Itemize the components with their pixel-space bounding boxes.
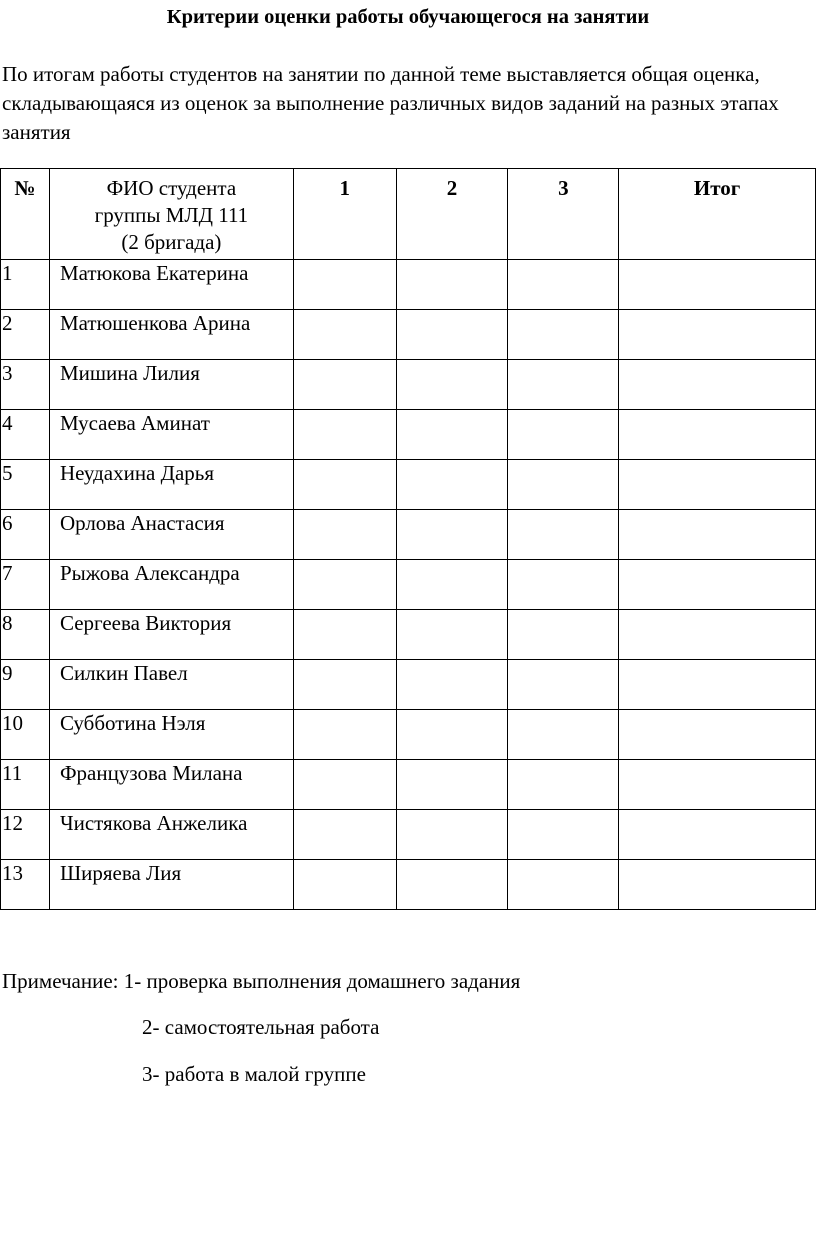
- grade-cell-2: [396, 410, 508, 460]
- grade-cell-1: [293, 460, 396, 510]
- grade-cell-3: [508, 460, 619, 510]
- grade-cell-1: [293, 360, 396, 410]
- grade-cell-1: [293, 760, 396, 810]
- total-cell: [619, 610, 816, 660]
- table-row: [1, 260, 816, 310]
- note-line-2: 2- самостоятельная работа: [142, 1015, 380, 1039]
- header-task-2: 2: [396, 169, 508, 260]
- grade-cell-1: [293, 310, 396, 360]
- table-row: [1, 460, 816, 510]
- grade-cell-3: [508, 860, 619, 910]
- total-cell: [619, 360, 816, 410]
- student-name: Неудахина Дарья: [49, 460, 293, 510]
- student-name: Мишина Лилия: [49, 360, 293, 410]
- grade-cell-1: [293, 560, 396, 610]
- header-name-line-2: группы МЛД 111: [94, 203, 249, 227]
- intro-paragraph: По итогам работы студентов на занятии по данной теме выставляется общая оценка, складывающаяся из оценок за выполнение различных видов заданий на разных этапах занятия: [2, 62, 779, 144]
- student-name: Сергеева Виктория: [49, 610, 293, 660]
- row-number: 8: [1, 610, 50, 660]
- note-line-1: Примечание: 1- проверка выполнения домашнего задания: [2, 969, 521, 993]
- header-number: №: [1, 169, 50, 260]
- student-name: Субботина Нэля: [49, 710, 293, 760]
- grade-cell-3: [508, 510, 619, 560]
- grade-cell-2: [396, 860, 508, 910]
- grade-cell-3: [508, 760, 619, 810]
- row-number: 9: [1, 660, 50, 710]
- grade-cell-2: [396, 610, 508, 660]
- grade-cell-2: [396, 560, 508, 610]
- table-row: [1, 410, 816, 460]
- grade-cell-3: [508, 810, 619, 860]
- total-cell: [619, 810, 816, 860]
- row-number: 5: [1, 460, 50, 510]
- header-student-name: [49, 169, 293, 260]
- total-cell: [619, 260, 816, 310]
- grade-cell-1: [293, 610, 396, 660]
- row-number: 1: [1, 260, 50, 310]
- header-task-1: 1: [293, 169, 396, 260]
- row-number: 7: [1, 560, 50, 610]
- grade-cell-1: [293, 260, 396, 310]
- grade-cell-3: [508, 660, 619, 710]
- row-number: 4: [1, 410, 50, 460]
- grade-cell-1: [293, 810, 396, 860]
- total-cell: [619, 560, 816, 610]
- table-row: [1, 810, 816, 860]
- grade-cell-2: [396, 460, 508, 510]
- header-total: Итог: [619, 169, 816, 260]
- grade-cell-1: [293, 410, 396, 460]
- row-number: 10: [1, 710, 50, 760]
- grade-cell-3: [508, 360, 619, 410]
- total-cell: [619, 760, 816, 810]
- note-line-3: 3- работа в малой группе: [142, 1062, 366, 1086]
- grade-cell-2: [396, 760, 508, 810]
- grade-cell-3: [508, 610, 619, 660]
- grade-cell-1: [293, 660, 396, 710]
- student-name: Матюшенкова Арина: [49, 310, 293, 360]
- grade-cell-3: [508, 310, 619, 360]
- header-name-line-1: ФИО студента: [106, 176, 237, 200]
- total-cell: [619, 460, 816, 510]
- row-number: 11: [1, 760, 50, 810]
- student-name: Ширяева Лия: [49, 860, 293, 910]
- row-number: 6: [1, 510, 50, 560]
- table-header-row: [1, 169, 816, 260]
- row-number: 2: [1, 310, 50, 360]
- student-name: Французова Милана: [49, 760, 293, 810]
- student-name: Чистякова Анжелика: [49, 810, 293, 860]
- grade-cell-3: [508, 260, 619, 310]
- table-row: [1, 660, 816, 710]
- table-row: [1, 610, 816, 660]
- table-row: [1, 360, 816, 410]
- row-number: 12: [1, 810, 50, 860]
- grade-cell-1: [293, 860, 396, 910]
- grade-cell-2: [396, 260, 508, 310]
- total-cell: [619, 310, 816, 360]
- total-cell: [619, 860, 816, 910]
- grade-cell-2: [396, 710, 508, 760]
- student-name: Орлова Анастасия: [49, 510, 293, 560]
- header-task-3: 3: [508, 169, 619, 260]
- row-number: 13: [1, 860, 50, 910]
- grade-cell-3: [508, 710, 619, 760]
- grade-cell-2: [396, 660, 508, 710]
- grade-cell-2: [396, 810, 508, 860]
- grade-cell-2: [396, 360, 508, 410]
- table-row: [1, 760, 816, 810]
- grade-cell-2: [396, 510, 508, 560]
- student-name: Силкин Павел: [49, 660, 293, 710]
- grades-table: [0, 168, 816, 910]
- page-title: Критерии оценки работы обучающегося на занятии: [166, 6, 650, 28]
- student-name: Рыжова Александра: [49, 560, 293, 610]
- grade-cell-3: [508, 560, 619, 610]
- table-row: [1, 510, 816, 560]
- table-row: [1, 560, 816, 610]
- grade-cell-2: [396, 310, 508, 360]
- header-name-line-3: (2 бригада): [121, 230, 222, 254]
- student-name: Матюкова Екатерина: [49, 260, 293, 310]
- total-cell: [619, 410, 816, 460]
- student-name: Мусаева Аминат: [49, 410, 293, 460]
- total-cell: [619, 710, 816, 760]
- row-number: 3: [1, 360, 50, 410]
- total-cell: [619, 510, 816, 560]
- total-cell: [619, 660, 816, 710]
- table-row: [1, 310, 816, 360]
- grade-cell-1: [293, 510, 396, 560]
- table-row: [1, 710, 816, 760]
- grade-cell-3: [508, 410, 619, 460]
- table-row: [1, 860, 816, 910]
- grade-cell-1: [293, 710, 396, 760]
